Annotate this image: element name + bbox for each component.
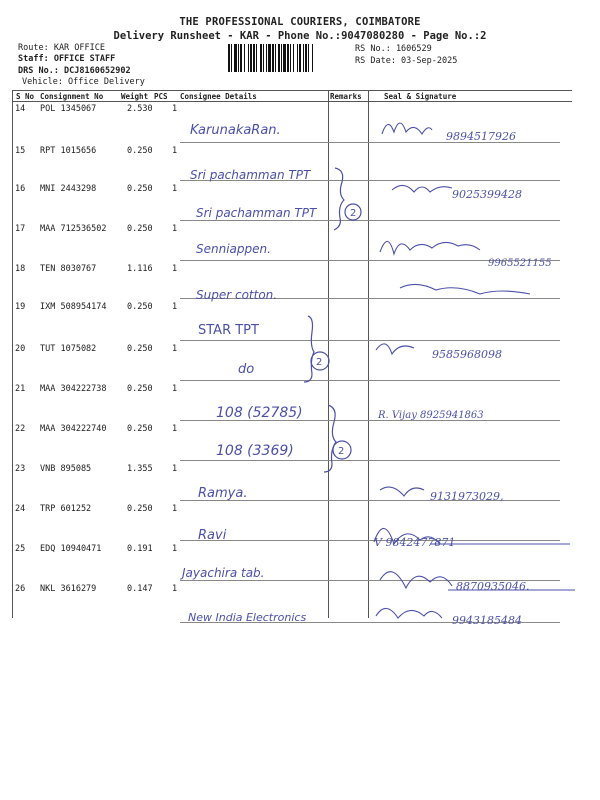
row-weight: 0.191 bbox=[127, 544, 153, 554]
handwritten-name: 108 (3369) bbox=[216, 443, 294, 459]
signature-scribbles bbox=[370, 112, 595, 632]
barcode-bar bbox=[266, 44, 267, 72]
row-consignment-no: NKL 3616279 bbox=[40, 584, 97, 594]
barcode-bar bbox=[228, 44, 230, 72]
barcode-bar bbox=[238, 44, 239, 72]
row-weight: 0.250 bbox=[127, 302, 153, 312]
barcode-bar bbox=[308, 44, 309, 72]
barcode-bar bbox=[303, 44, 304, 72]
row-weight: 0.250 bbox=[127, 146, 153, 156]
row-weight: 0.250 bbox=[127, 384, 153, 394]
row-consignment-no: POL 1345067 bbox=[40, 104, 97, 114]
row-sno: 19 bbox=[15, 302, 26, 312]
signature-text: V 9842477871 bbox=[374, 536, 456, 549]
signature-text: 9585968098 bbox=[432, 348, 502, 361]
handwritten-name: Sri pachamman TPT bbox=[190, 168, 311, 182]
barcode-bar bbox=[283, 44, 286, 72]
handwritten-name: Super cotton. bbox=[196, 288, 278, 302]
barcode-bar bbox=[293, 44, 294, 72]
col-weight: Weight bbox=[121, 92, 149, 101]
row-consignment-no: VNB 895085 bbox=[40, 464, 92, 474]
handwritten-name: do bbox=[238, 362, 255, 377]
col-pcs: PCS bbox=[154, 92, 168, 101]
row-pcs: 1 bbox=[172, 544, 178, 554]
barcode-bar bbox=[299, 44, 301, 72]
vehicle-info: Vehicle: Office Delivery bbox=[22, 77, 145, 87]
row-pcs: 1 bbox=[172, 104, 178, 114]
row-weight: 0.250 bbox=[127, 184, 153, 194]
row-sno: 26 bbox=[15, 584, 26, 594]
row-sno: 20 bbox=[15, 344, 26, 354]
row-pcs: 1 bbox=[172, 384, 178, 394]
col-seal: Seal & Signature bbox=[384, 92, 457, 101]
handwritten-brackets bbox=[300, 160, 370, 480]
barcode-bar bbox=[263, 44, 264, 72]
circled-count: 2 bbox=[350, 208, 357, 219]
barcode-bar bbox=[281, 44, 282, 72]
row-weight: 0.250 bbox=[127, 424, 153, 434]
barcode-bar bbox=[305, 44, 307, 72]
signature-text: 9894517926 bbox=[446, 130, 516, 143]
row-sno: 24 bbox=[15, 504, 26, 514]
handwritten-name: Ramya. bbox=[198, 486, 248, 501]
table-left-rule bbox=[12, 90, 13, 618]
row-consignment-no: IXM 508954174 bbox=[40, 302, 107, 312]
barcode-bar bbox=[312, 44, 313, 72]
staff-info: Staff: OFFICE STAFF bbox=[18, 54, 116, 64]
row-weight: 1.355 bbox=[127, 464, 153, 474]
row-sno: 14 bbox=[15, 104, 26, 114]
signature-text: 8870935046. bbox=[456, 580, 530, 593]
barcode-bar bbox=[290, 44, 291, 72]
row-pcs: 1 bbox=[172, 264, 178, 274]
row-pcs: 1 bbox=[172, 504, 178, 514]
row-sno: 15 bbox=[15, 146, 26, 156]
signature-text: R. Vijay 8925941863 bbox=[378, 410, 484, 421]
row-pcs: 1 bbox=[172, 302, 178, 312]
row-consignment-no: TUT 1075082 bbox=[40, 344, 97, 354]
rs-number: RS No.: 1606529 bbox=[355, 44, 432, 54]
row-consignment-no: TEN 8030767 bbox=[40, 264, 97, 274]
row-weight: 0.250 bbox=[127, 344, 153, 354]
handwritten-name: Senniappen. bbox=[196, 242, 271, 256]
barcode-bar bbox=[297, 44, 298, 72]
handwritten-name: 108 (52785) bbox=[216, 405, 303, 421]
row-sno: 16 bbox=[15, 184, 26, 194]
row-weight: 0.250 bbox=[127, 224, 153, 234]
row-sno: 25 bbox=[15, 544, 26, 554]
barcode-bar bbox=[240, 44, 242, 72]
barcode-bar bbox=[244, 44, 245, 72]
col-remarks: Remarks bbox=[330, 92, 362, 101]
table-header-rule bbox=[12, 101, 572, 102]
row-weight: 2.530 bbox=[127, 104, 153, 114]
handwritten-name: KarunakaRan. bbox=[190, 123, 281, 138]
row-consignment-no: EDQ 10940471 bbox=[40, 544, 102, 554]
handwritten-name: Jayachira tab. bbox=[182, 566, 265, 580]
barcode-bar bbox=[234, 44, 237, 72]
barcode-bar bbox=[248, 44, 249, 72]
handwritten-name: Ravi bbox=[198, 528, 227, 543]
company-title: THE PROFESSIONAL COURIERS, COIMBATORE bbox=[179, 16, 421, 28]
barcode-bar bbox=[275, 44, 276, 72]
row-pcs: 1 bbox=[172, 424, 178, 434]
handwritten-name: Sri pachamman TPT bbox=[196, 206, 317, 220]
row-sno: 22 bbox=[15, 424, 26, 434]
barcode-bar bbox=[256, 44, 257, 72]
signature-text: 9943185484 bbox=[452, 614, 522, 627]
barcode-bar bbox=[268, 44, 271, 72]
runsheet-subtitle: Delivery Runsheet - KAR - Phone No.:9047080280 - Page No.:2 bbox=[113, 30, 487, 42]
barcode-bar bbox=[260, 44, 262, 72]
barcode-bar bbox=[250, 44, 252, 72]
drs-number: DRS No.: DCJ8160652902 bbox=[18, 66, 131, 76]
circled-count: 2 bbox=[338, 446, 345, 457]
row-pcs: 1 bbox=[172, 584, 178, 594]
signature-text: 9131973029, bbox=[430, 490, 504, 503]
row-weight: 0.250 bbox=[127, 504, 153, 514]
signature-text: 9965521155 bbox=[488, 258, 552, 269]
row-consignment-no: TRP 601252 bbox=[40, 504, 92, 514]
col-consignee: Consignee Details bbox=[180, 92, 257, 101]
col-consignment: Consignment No bbox=[40, 92, 104, 101]
row-pcs: 1 bbox=[172, 146, 178, 156]
row-consignment-no: MAA 304222740 bbox=[40, 424, 107, 434]
row-consignment-no: MNI 2443298 bbox=[40, 184, 97, 194]
row-sno: 21 bbox=[15, 384, 26, 394]
handwritten-name: STAR TPT bbox=[198, 323, 259, 338]
row-weight: 1.116 bbox=[127, 264, 153, 274]
barcode-bar bbox=[278, 44, 280, 72]
col-sno: S No bbox=[16, 92, 35, 101]
row-pcs: 1 bbox=[172, 464, 178, 474]
route-info: Route: KAR OFFICE bbox=[18, 43, 105, 53]
circled-count: 2 bbox=[316, 357, 323, 368]
row-consignment-no: MAA 304222738 bbox=[40, 384, 107, 394]
row-sno: 23 bbox=[15, 464, 26, 474]
rs-date: RS Date: 03-Sep-2025 bbox=[355, 56, 458, 66]
signature-text: 9025399428 bbox=[452, 188, 522, 201]
barcode-image bbox=[228, 44, 350, 72]
barcode-bar bbox=[231, 44, 232, 72]
table-top-rule bbox=[12, 90, 572, 91]
row-consignment-no: RPT 1015656 bbox=[40, 146, 97, 156]
row-weight: 0.147 bbox=[127, 584, 153, 594]
barcode-bar bbox=[272, 44, 274, 72]
row-consignment-no: MAA 712536502 bbox=[40, 224, 107, 234]
row-pcs: 1 bbox=[172, 344, 178, 354]
barcode-bar bbox=[253, 44, 255, 72]
handwritten-name: New India Electronics bbox=[188, 611, 307, 624]
row-sno: 18 bbox=[15, 264, 26, 274]
barcode-bar bbox=[287, 44, 289, 72]
row-sno: 17 bbox=[15, 224, 26, 234]
row-pcs: 1 bbox=[172, 184, 178, 194]
row-pcs: 1 bbox=[172, 224, 178, 234]
